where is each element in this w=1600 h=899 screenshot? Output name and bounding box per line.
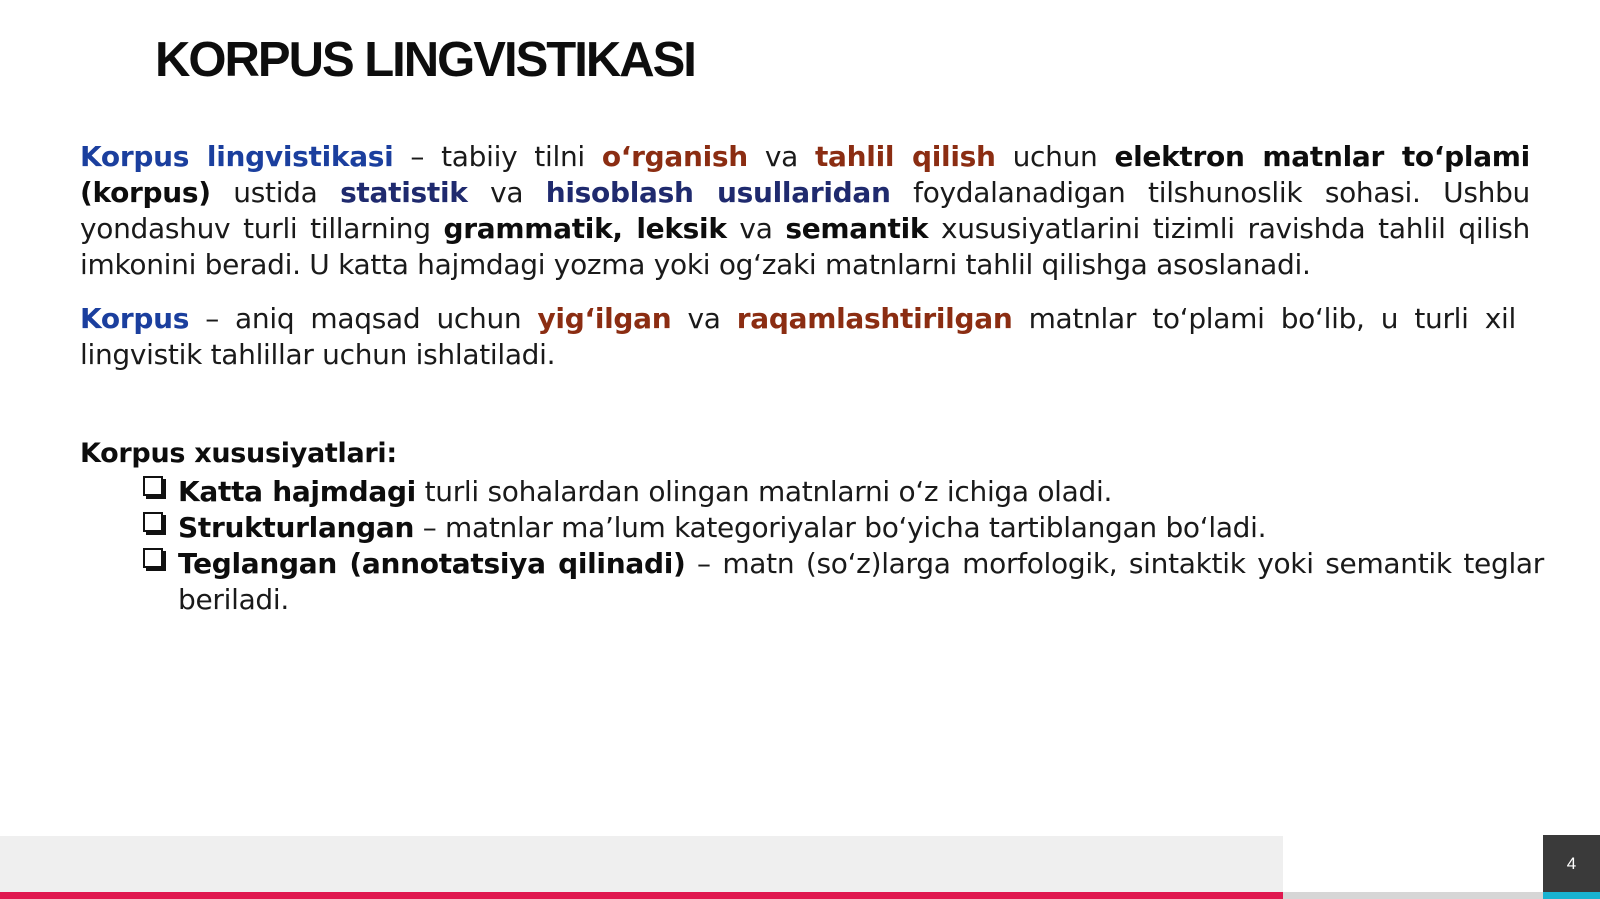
highlight-computational-methods: hisoblash usullaridan bbox=[545, 176, 891, 209]
highlight-analysis: tahlil qilish bbox=[814, 140, 996, 173]
highlight-learning: o‘rganish bbox=[601, 140, 748, 173]
text-segment: va bbox=[726, 212, 786, 245]
feature-text: – matnlar ma’lum kategoriyalar bo‘yicha tartiblangan bo‘ladi. bbox=[414, 511, 1267, 544]
footer-divider-line bbox=[1283, 892, 1543, 899]
text-segment: – aniq maqsad uchun bbox=[189, 302, 538, 335]
checkbox-bullet-icon bbox=[143, 512, 163, 532]
slide-title: KORPUS LINGVISTIKASI bbox=[155, 33, 695, 87]
feature-text: – matn (so‘z)larga morfologik, sintaktik yoki semantik teglar beriladi. bbox=[178, 547, 1545, 616]
highlight-statistical: statistik bbox=[340, 176, 468, 209]
footer-band bbox=[0, 836, 1283, 892]
text-segment: uchun bbox=[995, 140, 1115, 173]
footer-accent-line bbox=[0, 892, 1283, 899]
highlight-digitized: raqamlashtirilgan bbox=[736, 302, 1013, 335]
definition-paragraph bbox=[80, 139, 1530, 283]
page-number: 4 bbox=[1543, 835, 1600, 892]
text-segment: foydalanadigan tilshunoslik sohasi. Ushbu yondashuv turli tillarning bbox=[80, 176, 1530, 245]
text-segment: xususiyatlarini tizimli ravishda tahlil qilish imkonini beradi. U katta hajmdagi yozma yoki og‘zaki matnlarni tahlil qilishga asoslanadi. bbox=[80, 212, 1530, 281]
feature-bold: Katta hajmdagi bbox=[178, 475, 416, 508]
text-segment: matnlar to‘plami bo‘lib, u turli xil lingvistik tahlillar uchun ishlatiladi. bbox=[80, 302, 1516, 371]
text-segment: va bbox=[747, 140, 815, 173]
highlight-electronic-texts: elektron matnlar to‘plami (korpus) bbox=[80, 140, 1530, 209]
text-segment: ustida bbox=[210, 176, 341, 209]
list-item bbox=[140, 510, 1544, 546]
list-item bbox=[140, 546, 1544, 618]
feature-bold: Teglangan (annotatsiya qilinadi) bbox=[178, 547, 686, 580]
corpus-paragraph bbox=[80, 301, 1516, 373]
highlight-grammatical-lexical: grammatik, leksik bbox=[443, 212, 727, 245]
checkbox-bullet-icon bbox=[143, 476, 163, 496]
text-segment: – tabiiy tilni bbox=[393, 140, 602, 173]
feature-text: turli sohalardan olingan matnlarni o‘z ichiga oladi. bbox=[415, 475, 1113, 508]
feature-bold: Strukturlangan bbox=[178, 511, 415, 544]
features-list bbox=[140, 474, 1544, 618]
page-number-accent bbox=[1543, 892, 1600, 899]
highlight-collected: yig‘ilgan bbox=[537, 302, 672, 335]
term-corpus-linguistics: Korpus lingvistikasi bbox=[80, 140, 394, 173]
features-heading: Korpus xususiyatlari: bbox=[80, 438, 397, 469]
term-corpus: Korpus bbox=[80, 302, 190, 335]
highlight-semantic: semantik bbox=[785, 212, 929, 245]
text-segment: va bbox=[467, 176, 546, 209]
checkbox-bullet-icon bbox=[143, 548, 163, 568]
text-segment: va bbox=[671, 302, 737, 335]
list-item bbox=[140, 474, 1544, 510]
